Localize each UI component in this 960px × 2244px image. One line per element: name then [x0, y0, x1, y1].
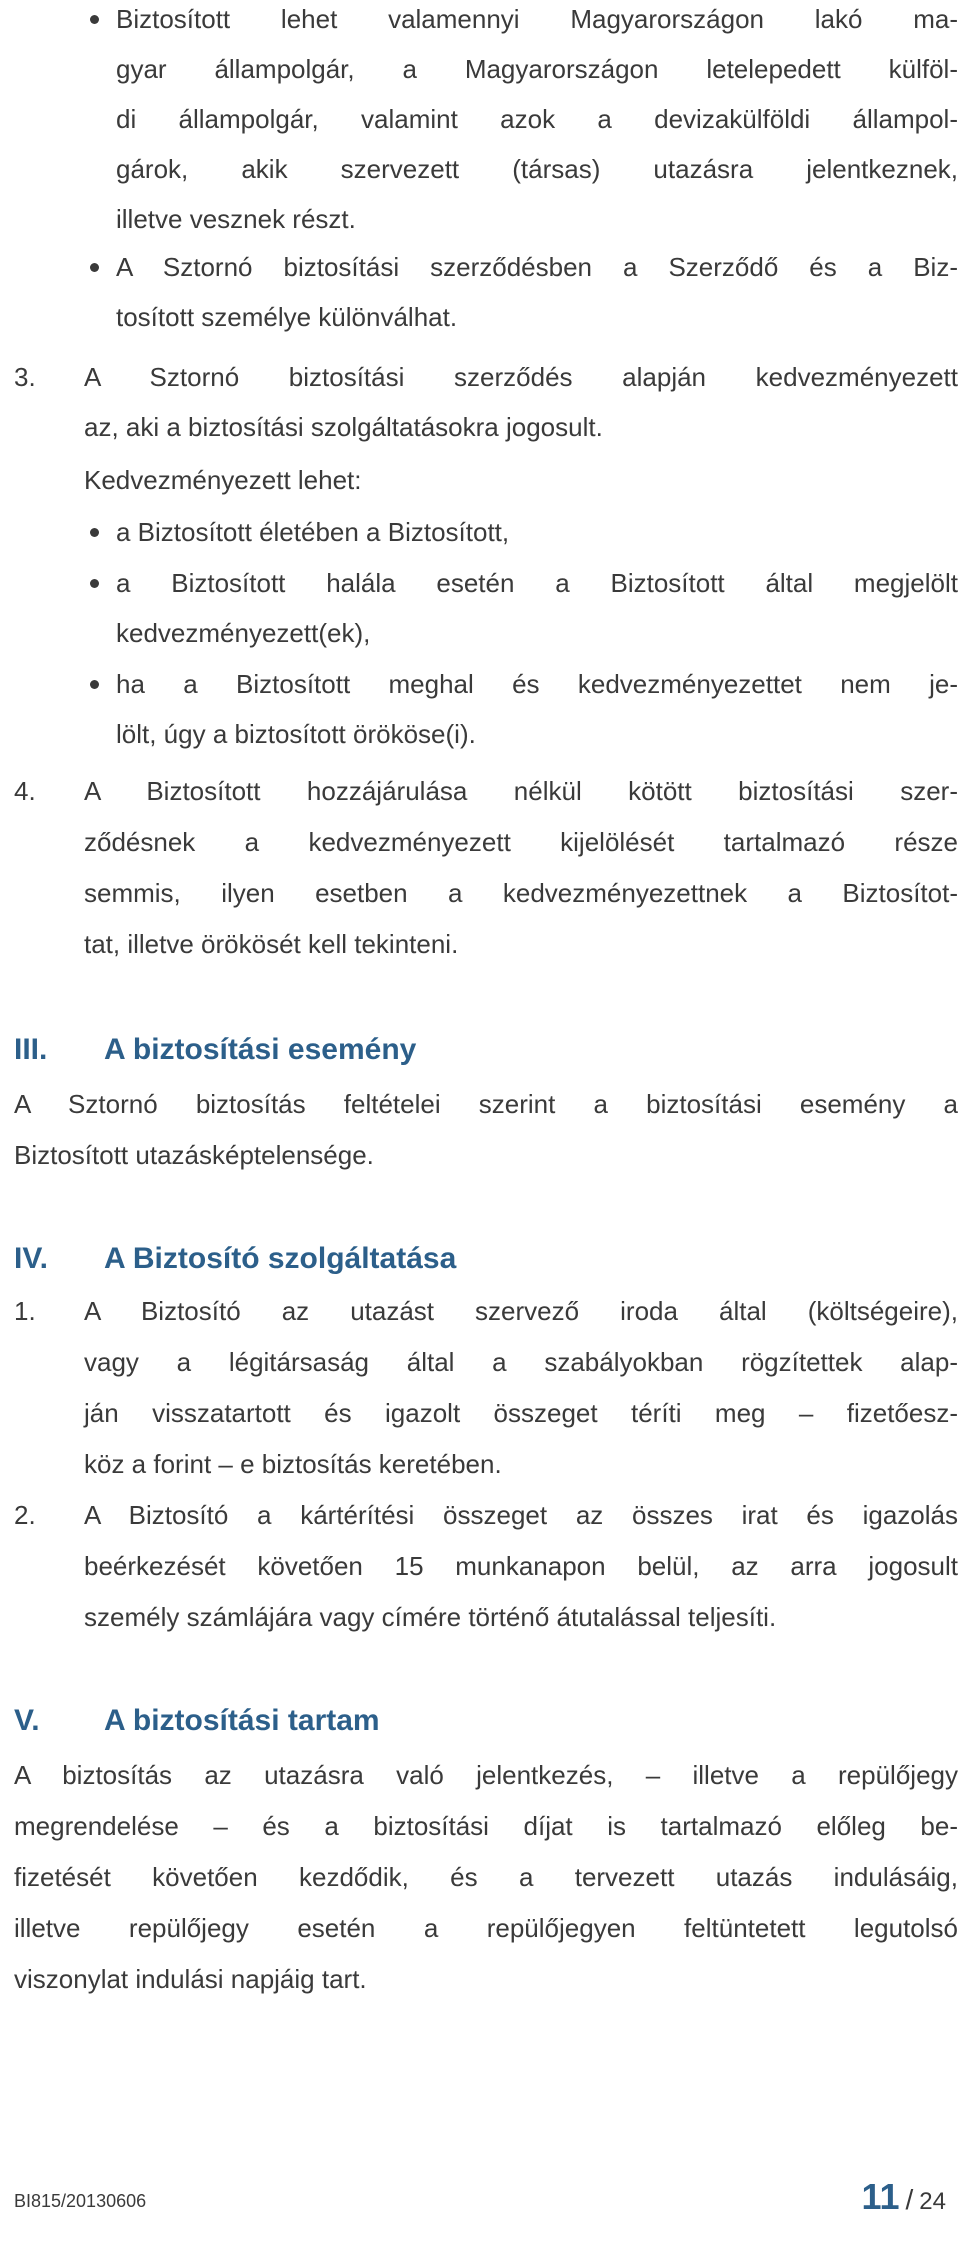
- section-number: III.: [14, 1033, 48, 1066]
- text-line: A Biztosító az utazást szervező iroda által (költségeire),: [84, 1296, 958, 1326]
- text-line: kedvezményezett(ek),: [116, 618, 371, 648]
- text-line: Biztosított utazásképtelensége.: [14, 1140, 374, 1170]
- text-line: beérkezését követően 15 munkanapon belül, az arra jogosult: [84, 1551, 958, 1581]
- text-line: a Biztosított életében a Biztosított,: [116, 517, 510, 547]
- text-line: gárok, akik szervezett (társas) utazásra jelentkeznek,: [116, 154, 958, 184]
- text-line: semmis, ilyen esetben a kedvezményezettnek a Biztosítot-: [84, 878, 958, 908]
- total-pages: 24: [919, 2188, 946, 2215]
- list-number: 4.: [14, 776, 36, 806]
- list-number: 3.: [14, 362, 36, 392]
- bullet-dot: [90, 15, 99, 24]
- text-line: lölt, úgy a biztosított örököse(i).: [116, 719, 476, 749]
- text-line: megrendelése – és a biztosítási díjat is tartalmazó előleg be-: [14, 1811, 958, 1841]
- text-line: ha a Biztosított meghal és kedvezményezettet nem je-: [116, 669, 958, 699]
- text-line: A Sztornó biztosítási szerződésben a Szerződő és a Biz-: [116, 252, 958, 282]
- text-line: ződésnek a kedvezményezett kijelölését tartalmazó része: [84, 827, 958, 857]
- bullet-dot: [90, 579, 99, 588]
- text-line: ján visszatartott és igazolt összeget téríti meg – fizetőesz-: [84, 1398, 958, 1428]
- page-separator: /: [905, 2184, 914, 2215]
- section-number: IV.: [14, 1242, 48, 1275]
- text-line: A Sztornó biztosítás feltételei szerint a biztosítási esemény a: [14, 1089, 958, 1119]
- page-number: [861, 2177, 946, 2217]
- text-line: illetve repülőjegy esetén a repülőjegyen feltüntetett legutolsó: [14, 1913, 958, 1943]
- text-line: di állampolgár, valamint azok a devizakülföldi állampol-: [116, 104, 958, 134]
- text-line: köz a forint – e biztosítás keretében.: [84, 1449, 502, 1479]
- text-line: A biztosítás az utazásra való jelentkezés, – illetve a repülőjegy: [14, 1760, 958, 1790]
- text-line: A Sztornó biztosítási szerződés alapján kedvezményezett: [84, 362, 958, 392]
- section-title: A Biztosító szolgáltatása: [104, 1242, 457, 1275]
- section-title: A biztosítási tartam: [104, 1704, 380, 1737]
- text-line: fizetését követően kezdődik, és a tervezett utazás indulásáig,: [14, 1862, 958, 1892]
- text-line: Biztosított lehet valamennyi Magyarországon lakó ma-: [116, 4, 958, 34]
- text-line: illetve vesznek részt.: [116, 204, 356, 234]
- text-line: vagy a légitársaság által a szabályokban rögzítettek alap-: [84, 1347, 958, 1377]
- bullet-dot: [90, 680, 99, 689]
- text-line: viszonylat indulási napjáig tart.: [14, 1964, 367, 1994]
- text-line: A Biztosító a kártérítési összeget az összes irat és igazolás: [84, 1500, 958, 1530]
- text-line: gyar állampolgár, a Magyarországon letelepedett külföl-: [116, 54, 958, 84]
- section-number: V.: [14, 1704, 40, 1737]
- text-line: személy számlájára vagy címére történő átutalással teljesíti.: [84, 1602, 777, 1632]
- list-number: 1.: [14, 1296, 36, 1326]
- section-title: A biztosítási esemény: [104, 1033, 417, 1066]
- list-number: 2.: [14, 1500, 36, 1530]
- text-line: A Biztosított hozzájárulása nélkül kötött biztosítási szer-: [84, 776, 958, 806]
- text-line: az, aki a biztosítási szolgáltatásokra jogosult.: [84, 412, 603, 442]
- text-line: a Biztosított halála esetén a Biztosított által megjelölt: [116, 568, 958, 598]
- text-line: Kedvezményezett lehet:: [84, 465, 362, 495]
- bullet-dot: [90, 528, 99, 537]
- text-line: tosított személye különválhat.: [116, 302, 458, 332]
- bullet-dot: [90, 263, 99, 272]
- document-code: BI815/20130606: [14, 2191, 147, 2211]
- text-line: tat, illetve örökösét kell tekinteni.: [84, 929, 459, 959]
- current-page: 11: [861, 2176, 900, 2217]
